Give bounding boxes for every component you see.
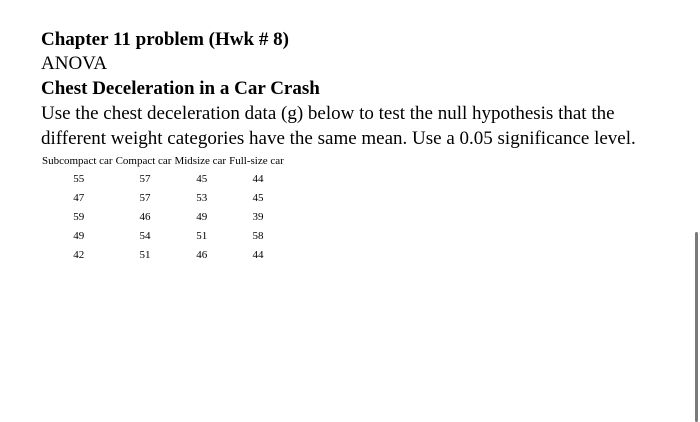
table-row [42, 226, 287, 245]
column-header: Subcompact car [42, 154, 113, 167]
table-row [42, 245, 287, 264]
table-cell: 55 [73, 172, 85, 185]
table-cell: 46 [139, 210, 151, 223]
table-cell: 53 [196, 191, 208, 204]
table-cell: 46 [196, 248, 208, 261]
problem-heading: Chest Deceleration in a Car Crash [41, 78, 320, 99]
table-row [42, 169, 287, 188]
vertical-scrollbar[interactable] [695, 232, 698, 422]
column-header: Compact car [115, 154, 172, 167]
table-cell: 57 [139, 172, 151, 185]
table-cell: 39 [252, 210, 264, 223]
table-row [42, 188, 287, 207]
table-cell: 58 [252, 229, 264, 242]
page-subtitle: ANOVA [41, 53, 108, 74]
table-cell: 42 [73, 248, 85, 261]
table-cell: 45 [196, 172, 208, 185]
table-cell: 57 [139, 191, 151, 204]
column-header: Full-size car [229, 154, 284, 167]
table-cell: 49 [73, 229, 85, 242]
problem-instructions: Use the chest deceleration data (g) below to test the null hypothesis that the different weight categories have the same mean. Use a 0.05 significance level. [41, 103, 636, 149]
table-cell: 44 [252, 172, 264, 185]
table-cell: 44 [252, 248, 264, 261]
table-row [42, 207, 287, 226]
table-header-row [42, 152, 287, 169]
table-cell: 51 [196, 229, 208, 242]
page-title: Chapter 11 problem (Hwk # 8) [41, 29, 289, 50]
table-cell: 51 [139, 248, 151, 261]
table-cell: 49 [196, 210, 208, 223]
table-cell: 59 [73, 210, 85, 223]
table-cell: 54 [139, 229, 151, 242]
document-body [41, 27, 661, 264]
data-table [42, 152, 287, 264]
table-cell: 47 [73, 191, 85, 204]
column-header: Midsize car [174, 154, 227, 167]
table-cell: 45 [252, 191, 264, 204]
